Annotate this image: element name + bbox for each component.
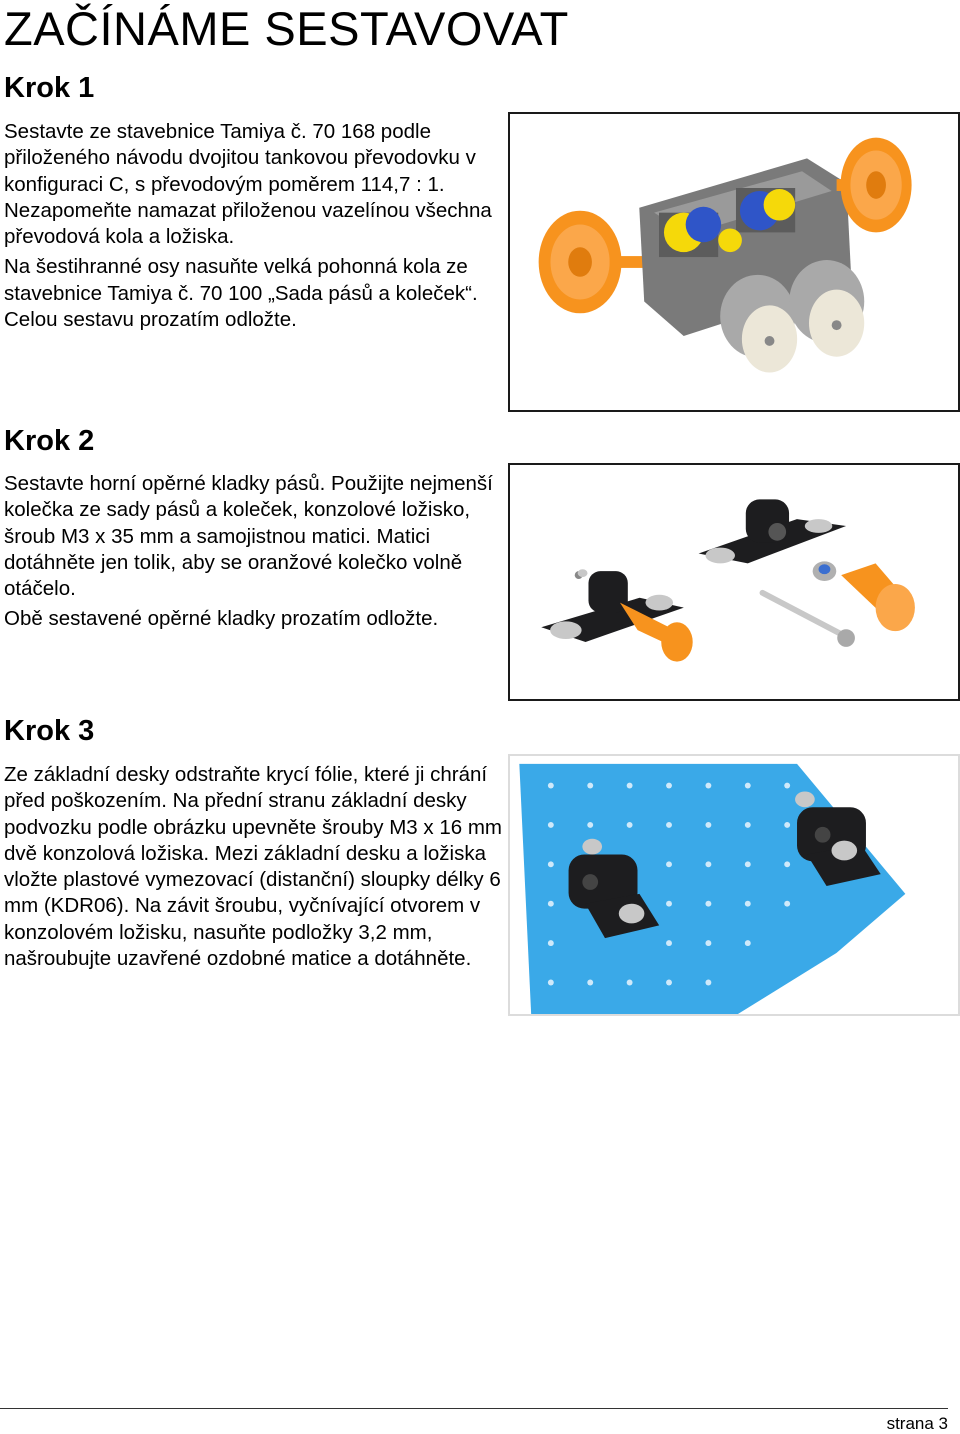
m3-screw bbox=[763, 593, 855, 647]
step-3-paragraph-1: Ze základní desky odstraňte krycí fólie, které ji chrání před poškozením. Na přední stranu základní desky podvozku podle obrázku upevněte šrouby M3 x 16 mm dvě konzolová ložiska. Mezi základní desku a ložiska vložte plastové vymezovací (distanční) sloupky délky 6 mm (KDR06). Na závit šroubu, vyčnívající otvorem v konzolovém ložisku, nasuňte podložky 3,2 mm, našroubujte uzavřené ozdobné matice a dotáhněte. bbox=[4, 763, 502, 971]
footer-divider bbox=[0, 1408, 948, 1409]
left-drive-wheel bbox=[539, 211, 650, 314]
step-1-paragraph-2: Na šestihranné osy nasuňte velká pohonná kola ze stavebnice Tamiya č. 70 100 „Sada pásů a koleček“. Celou sestavu prozatím odložte. bbox=[4, 255, 478, 332]
gearbox-photo bbox=[508, 112, 960, 412]
step-3-text bbox=[4, 762, 504, 972]
baseplate-illustration bbox=[510, 756, 958, 1014]
step-2-heading: Krok 2 bbox=[4, 425, 95, 457]
step-2-text bbox=[4, 471, 502, 633]
gearbox-illustration bbox=[510, 114, 958, 410]
bracket-bearing bbox=[699, 499, 846, 563]
page-number: strana 3 bbox=[886, 1414, 948, 1433]
idler-rollers-photo bbox=[508, 463, 960, 701]
step-3-heading: Krok 3 bbox=[4, 715, 95, 747]
page-title: ZAČÍNÁME SESTAVOVAT bbox=[4, 2, 569, 55]
step-1-paragraph-1: Sestavte ze stavebnice Tamiya č. 70 168 podle přiloženého návodu dvojitou tankovou převodovku v konfiguraci C, s převodovým poměrem 114,7 : 1. Nezapomeňte namazat přiloženou vazelínou všechna převodová kola a ložiska. bbox=[4, 120, 492, 249]
baseplate-photo bbox=[508, 754, 960, 1016]
assembled-idler-roller bbox=[541, 571, 692, 661]
step-1-heading: Krok 1 bbox=[4, 72, 95, 104]
idler-rollers-illustration bbox=[510, 465, 958, 699]
small-orange-wheel bbox=[841, 563, 915, 631]
step-2-paragraph-2: Obě sestavené opěrné kladky prozatím odložte. bbox=[4, 607, 439, 631]
step-2-paragraph-1: Sestavte horní opěrné kladky pásů. Použijte nejmenší kolečka ze sady pásů a koleček, konzolové ložisko, šroub M3 x 35 mm a samojistnou matici. Matici dotáhněte jen tolik, aby se oranžové kolečko volně otáčelo. bbox=[4, 472, 493, 601]
step-1-text bbox=[4, 119, 502, 333]
self-locking-nut bbox=[813, 561, 837, 581]
washer bbox=[578, 569, 588, 577]
